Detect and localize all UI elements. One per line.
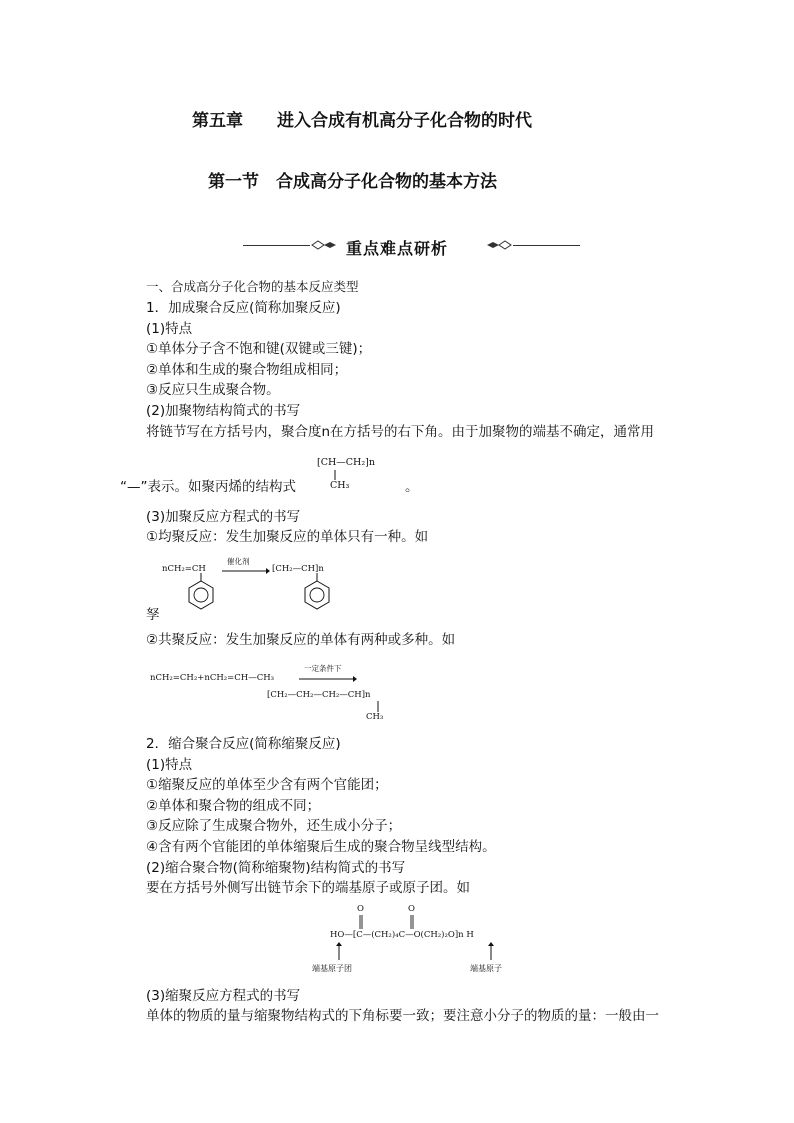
section-title: 第一节 合成高分子化合物的基本方法 — [208, 172, 497, 192]
polypropylene-bond — [334, 470, 336, 480]
homo-product: [CH₂—CH]n — [272, 564, 324, 574]
banner-ornament-left — [310, 239, 340, 251]
condensation-item-3: ③反应除了生成聚合物外，还生成小分子； — [146, 818, 402, 834]
benzene-ring-product — [302, 573, 332, 618]
banner-title: 重点难点研析 — [346, 239, 449, 258]
polyester-oxygen-1: O — [357, 904, 364, 914]
benzene-ring-monomer — [186, 573, 216, 618]
subheading-condensation-equation: (3)缩聚反应方程式的书写 — [146, 988, 301, 1004]
co-reaction-arrow — [299, 676, 357, 682]
co-branch-bond — [377, 701, 379, 712]
condensation-item-2: ②单体和聚合物的组成不同； — [146, 798, 321, 814]
paragraph-homopolymerization: ①均聚反应：发生加聚反应的单体只有一种。如 — [146, 529, 429, 545]
paragraph-polypropylene: “—”表示。如聚丙烯的结构式 — [120, 479, 296, 495]
label-end-group-right: 端基原子 — [470, 964, 502, 973]
subheading-condensation-structure: (2)缩合聚合物(简称缩聚物)结构简式的书写 — [146, 860, 406, 876]
arrow-end-group-right — [488, 942, 494, 960]
banner-rule-left — [243, 245, 310, 246]
carbonyl-bond-1 — [359, 915, 363, 929]
subheading-features-2: (1)特点 — [146, 757, 193, 773]
subheading-addition-equation: (3)加聚反应方程式的书写 — [146, 509, 301, 525]
label-end-group-left: 端基原子团 — [312, 964, 352, 973]
arrow-end-group-left — [336, 942, 342, 960]
banner-rule-right — [513, 245, 580, 246]
polypropylene-chain: [CH—CH₂]n — [317, 457, 375, 468]
feature-item-3: ③反应只生成聚合物。 — [146, 382, 280, 398]
condensation-item-1: ①缩聚反应的单体至少含有两个官能团； — [146, 777, 388, 793]
co-product: [CH₂—CH₂—CH₂—CH]n — [267, 690, 371, 700]
heading-condensation-polymerization: 2．缩合聚合反应(简称缩聚反应) — [146, 736, 341, 752]
subheading-addition-structure: (2)加聚物结构简式的书写 — [146, 403, 301, 419]
homo-reaction-arrow — [222, 568, 270, 574]
chapter-title: 第五章 进入合成有机高分子化合物的时代 — [192, 111, 532, 131]
condensation-item-4: ④含有两个官能团的单体缩聚后生成的聚合物呈线型结构。 — [146, 839, 496, 855]
polypropylene-period: 。 — [405, 479, 419, 495]
co-condition: 一定条件下 — [304, 664, 342, 673]
heading-addition-polymerization: 1．加成聚合反应(简称加聚反应) — [146, 300, 341, 316]
polyester-formula: HO—[C—(CH₂)₄C—O(CH₂)₂O]n H — [330, 930, 474, 940]
homo-catalyst: 催化剂 — [227, 557, 250, 566]
co-reactants: nCH₂=CH₂+nCH₂=CH—CH₃ — [150, 673, 275, 683]
paragraph-addition-structure: 将链节写在方括号内，聚合度n在方括号的右下角。由于加聚物的端基不确定，通常用 — [146, 424, 655, 440]
homo-monomer: nCH₂=CH — [162, 564, 206, 574]
feature-item-1: ①单体分子含不饱和键(双键或三键)； — [146, 341, 372, 357]
heading-reaction-types: 一、合成高分子化合物的基本反应类型 — [146, 279, 359, 294]
paragraph-condensation-structure: 要在方括号外侧写出链节余下的端基原子或原子团。如 — [146, 880, 470, 896]
polypropylene-branch: CH₃ — [330, 480, 350, 491]
feature-item-2: ②单体和生成的聚合物组成相同； — [146, 362, 348, 378]
banner-ornament-right — [483, 239, 513, 251]
homo-trailing-char: 孥 — [146, 607, 160, 623]
paragraph-condensation-equation: 单体的物质的量与缩聚物结构式的下角标要一致；要注意小分子的物质的量：一般由一 — [146, 1008, 659, 1024]
paragraph-copolymerization: ②共聚反应：发生加聚反应的单体有两种或多种。如 — [146, 632, 456, 648]
carbonyl-bond-2 — [410, 915, 414, 929]
subheading-features-1: (1)特点 — [146, 321, 193, 337]
polyester-oxygen-2: O — [408, 904, 415, 914]
co-branch: CH₃ — [366, 712, 384, 722]
